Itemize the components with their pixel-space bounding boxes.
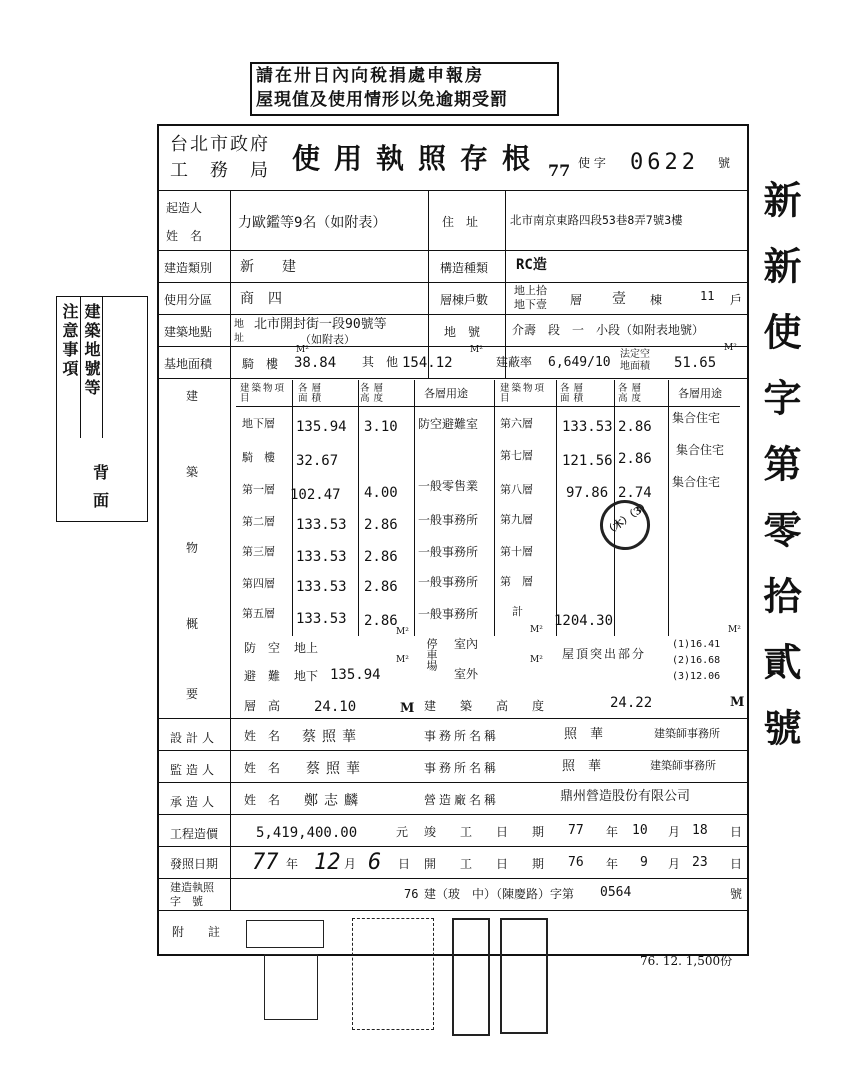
parking-unit-2: M² xyxy=(530,655,543,665)
completion-ri: 日 xyxy=(730,825,743,839)
circle-stamp-text: （木）（3） xyxy=(603,499,653,539)
roof-label: 屋頂突出部分 xyxy=(562,647,647,661)
floors-label: 層棟戶數 xyxy=(440,293,489,307)
building-height-unit: M xyxy=(730,695,745,710)
structure-value: RC造 xyxy=(516,257,547,273)
license-number: 0622 xyxy=(630,150,699,175)
agency-line2: 工 務 局 xyxy=(170,160,270,181)
contractor-name-label: 姓 名 xyxy=(244,793,281,807)
permit-label-top: 建造執照 xyxy=(170,881,214,894)
floor-name: 第四層 xyxy=(242,577,275,590)
builder-label-top: 起造人 xyxy=(166,201,203,215)
floor-use: 一般事務所 xyxy=(418,513,479,527)
lot-value: 介壽 段 一 小段（如附表地號） xyxy=(512,323,705,337)
floor-name: 第九層 xyxy=(500,513,533,526)
floor-name: 騎 樓 xyxy=(242,451,275,464)
floor-height: 2.86 xyxy=(618,419,652,435)
permit-year: 76 xyxy=(404,887,419,901)
seal-stamp-2 xyxy=(352,918,434,1030)
issue-day: 6 xyxy=(368,850,382,875)
floor-area: 135.94 xyxy=(296,419,347,435)
start-month: 9 xyxy=(640,855,648,870)
start-ri: 日 xyxy=(730,857,743,871)
coverage-value: 6,649/10 xyxy=(548,355,611,370)
floor-use: 一般零售業 xyxy=(418,479,479,493)
print-note: 76. 12. 1,500份 xyxy=(640,954,733,968)
floor-use: 一般事務所 xyxy=(418,575,479,589)
hu-count: 11 xyxy=(700,289,715,303)
other-value: 154.12 xyxy=(402,355,453,371)
hdr-height-left: 各層高度 xyxy=(360,383,388,404)
location-small2: 址 xyxy=(234,333,244,344)
zoning-label: 使用分區 xyxy=(164,293,213,307)
floor-height: 3.10 xyxy=(364,419,398,435)
builder-name: 力歐鑑等9名（如附表） xyxy=(238,215,387,231)
roof-value-1: (1)16.41 xyxy=(672,639,721,650)
side-char: 要 xyxy=(186,687,199,701)
building-type-label: 建造類別 xyxy=(164,261,213,275)
floor-area: 133.53 xyxy=(296,549,347,565)
floor-height: 2.86 xyxy=(618,451,652,467)
location-address: 北市開封街一段90號等 xyxy=(254,317,387,332)
start-year: 76 xyxy=(568,855,584,870)
floor-area: 32.67 xyxy=(296,453,339,469)
cost-unit: 元 xyxy=(396,825,409,839)
cost-label: 工程造價 xyxy=(170,827,219,841)
contractor-name: 鄭志麟 xyxy=(304,793,364,809)
floor-height-label: 層 高 xyxy=(244,699,281,713)
area-unit-2: M² xyxy=(470,345,483,355)
start-label: 開 工 日 期 xyxy=(424,857,551,871)
hu-label: 戶 xyxy=(730,293,743,307)
floor-use: 一般事務所 xyxy=(418,545,479,559)
parking-label: 停車場 xyxy=(425,638,438,671)
supervisor-name-label: 姓 名 xyxy=(244,761,281,775)
floor-use: 一般事務所 xyxy=(418,607,479,621)
side-char: 概 xyxy=(186,617,199,631)
issue-nian: 年 xyxy=(286,857,299,871)
building-type-value: 新 建 xyxy=(240,259,296,275)
roof-value-3: (3)12.06 xyxy=(672,671,721,682)
floor-name: 第六層 xyxy=(500,417,533,430)
permit-label-bottom: 字 號 xyxy=(170,895,203,908)
floor-height: 4.00 xyxy=(364,485,398,501)
arcade-value: 38.84 xyxy=(294,355,337,371)
completion-day: 18 xyxy=(692,823,708,838)
designer-office: 照 華 xyxy=(564,727,604,742)
floor-height: 2.86 xyxy=(364,579,398,595)
seal-stamp-5 xyxy=(264,954,318,1020)
floors-below-label: 地下壹 xyxy=(514,298,547,311)
hdr-area-left: 各層面積 xyxy=(298,383,326,404)
permit-number: 0564 xyxy=(600,885,632,900)
structure-label: 構造種類 xyxy=(440,261,489,275)
parking-outdoor: 室外 xyxy=(454,667,479,681)
area-unit-3: M² xyxy=(724,343,737,353)
start-yue: 月 xyxy=(668,857,681,871)
floor-name: 第七層 xyxy=(500,449,533,462)
floor-use: 集合住宅 xyxy=(672,411,721,425)
seal-stamp-4 xyxy=(500,918,548,1034)
shelter-below: 地下 xyxy=(294,669,319,683)
location-address-note: （如附表） xyxy=(300,333,355,346)
floor-area: 121.56 xyxy=(562,453,613,469)
floor-use: 集合住宅 xyxy=(672,475,721,489)
parking-unit-1: M² xyxy=(530,625,543,635)
roof-value-2: (2)16.68 xyxy=(672,655,721,666)
floor-use: 集合住宅 xyxy=(676,443,725,457)
builder-address: 北市南京東路四段53巷8弄7號3樓 xyxy=(510,213,683,227)
supervisor-office: 照 華 xyxy=(562,759,602,774)
designer-label: 設計人 xyxy=(170,731,219,745)
completion-label: 竣 工 日 期 xyxy=(424,825,551,839)
floor-height-unit: M xyxy=(400,701,415,716)
margin-handwriting: 新新使字第零拾貳號 xyxy=(757,180,801,774)
floor-name: 地下層 xyxy=(242,417,275,430)
contractor-firm: 鼎州營造股份有限公司 xyxy=(560,789,691,804)
designer-office-label: 事務所名稱 xyxy=(424,729,500,743)
remark-label: 附 註 xyxy=(172,925,227,939)
hdr-use-right: 各層用途 xyxy=(678,387,722,400)
supervisor-office-label: 事務所名稱 xyxy=(424,761,500,775)
designer-name: 蔡照華 xyxy=(302,729,362,745)
legal-value: 51.65 xyxy=(674,355,717,371)
issue-year: 77 xyxy=(252,850,279,875)
floor-area: 133.53 xyxy=(562,419,613,435)
dong-label: 棟 xyxy=(650,293,663,307)
location-small1: 地 xyxy=(234,319,244,330)
issue-label: 發照日期 xyxy=(170,857,219,871)
completion-nian: 年 xyxy=(606,825,619,839)
floor-height-value: 24.10 xyxy=(314,699,357,715)
arcade-label: 騎 樓 xyxy=(242,357,279,371)
floor-name: 第三層 xyxy=(242,545,275,558)
lot-label: 地 號 xyxy=(444,325,481,339)
floor-name: 第一層 xyxy=(242,483,275,496)
floors-above-label: 地上拾 xyxy=(514,284,547,297)
supervisor-label: 監造人 xyxy=(170,763,219,777)
floor-name: 第 層 xyxy=(500,575,533,588)
floor-height: 2.86 xyxy=(364,613,398,629)
top-notice-line1: 請在卅日內向稅捐處申報房 xyxy=(256,66,484,86)
seal-stamp-3 xyxy=(452,918,490,1036)
supervisor-office-suffix: 建築師事務所 xyxy=(650,759,716,772)
floor-height: 2.86 xyxy=(364,549,398,565)
start-day: 23 xyxy=(692,855,708,870)
floor-area: 102.47 xyxy=(290,487,341,503)
side-char: 築 xyxy=(186,465,199,479)
zoning-value: 商 四 xyxy=(240,291,282,307)
hdr-height-right: 各層高度 xyxy=(618,383,646,404)
issue-ri: 日 xyxy=(398,857,411,871)
page-title: 使用執照存根 xyxy=(292,142,545,175)
top-notice-line2: 屋現值及使用情形以免逾期受罰 xyxy=(256,90,508,110)
other-label: 其 他 xyxy=(362,355,399,369)
legal-label1: 法定空 xyxy=(620,349,650,360)
building-height-value: 24.22 xyxy=(610,695,653,711)
shelter-label-top: 防 空 xyxy=(244,641,281,655)
seal-stamp-1 xyxy=(246,920,324,948)
hdr-item-right: 建築物項目 xyxy=(500,383,547,404)
floor-height: 2.86 xyxy=(364,517,398,533)
side-note-back2: 面 xyxy=(93,491,110,510)
issue-yue: 月 xyxy=(344,857,357,871)
legal-label2: 地面積 xyxy=(620,361,650,372)
shelter-above: 地上 xyxy=(294,641,319,655)
builder-label-bottom: 姓 名 xyxy=(166,229,203,243)
building-height-label: 建 築 高 度 xyxy=(424,699,551,713)
completion-month: 10 xyxy=(632,823,648,838)
start-nian: 年 xyxy=(606,857,619,871)
shelter-unit-1: M² xyxy=(396,627,409,637)
coverage-label: 建蔽率 xyxy=(496,355,533,369)
shelter-label-bottom: 避 難 xyxy=(244,669,281,683)
floor-area: 133.53 xyxy=(296,611,347,627)
floor-area: 97.86 xyxy=(566,485,609,501)
side-char: 建 xyxy=(186,389,199,403)
side-char: 物 xyxy=(186,541,199,555)
floor-height: 2.74 xyxy=(618,485,652,501)
contractor-firm-label: 營造廠名稱 xyxy=(424,793,500,807)
shelter-unit-2: M² xyxy=(396,655,409,665)
floors-ceng: 層 xyxy=(570,293,583,307)
license-year: 77 xyxy=(548,161,571,180)
floor-name: 第八層 xyxy=(500,483,533,496)
license-suffix: 號 xyxy=(718,156,731,170)
floor-area: 133.53 xyxy=(296,517,347,533)
hdr-use-left: 各層用途 xyxy=(424,387,468,400)
location-label: 建築地點 xyxy=(164,325,213,339)
hdr-area-right: 各層面積 xyxy=(560,383,588,404)
floor-name: 第二層 xyxy=(242,515,275,528)
completion-yue: 月 xyxy=(668,825,681,839)
hdr-item-left: 建築物項目 xyxy=(240,383,287,404)
contractor-label: 承造人 xyxy=(170,795,219,809)
side-note-col2: 建築地號等 xyxy=(82,303,101,398)
completion-year: 77 xyxy=(568,823,584,838)
floor-name: 計 xyxy=(512,605,523,618)
issue-month: 12 xyxy=(314,850,341,875)
floor-use: 防空避難室 xyxy=(418,417,479,431)
top-notice-stamp xyxy=(250,62,559,116)
cost-value: 5,419,400.00 xyxy=(256,825,358,841)
supervisor-name: 蔡照華 xyxy=(306,761,366,777)
license-prefix: 使 字 xyxy=(578,156,606,170)
floor-name: 第十層 xyxy=(500,545,533,558)
side-note-col1: 注意事項 xyxy=(60,303,79,379)
shelter-below-value: 135.94 xyxy=(330,667,381,683)
roof-unit: M² xyxy=(728,625,741,635)
designer-office-suffix: 建築師事務所 xyxy=(654,727,720,740)
designer-name-label: 姓 名 xyxy=(244,729,281,743)
agency-line1: 台北市政府 xyxy=(170,134,270,155)
site-area-label: 基地面積 xyxy=(164,357,213,371)
permit-suffix: 號 xyxy=(730,887,743,901)
side-note-back1: 背 xyxy=(93,463,110,482)
parking-indoor: 室內 xyxy=(454,637,479,651)
floor-area: 1204.30 xyxy=(554,613,614,629)
area-unit-1: M² xyxy=(296,345,309,355)
builder-address-label: 住 址 xyxy=(442,215,479,229)
floor-name: 第五層 xyxy=(242,607,275,620)
dong-count: 壹 xyxy=(612,291,626,307)
floor-area: 133.53 xyxy=(296,579,347,595)
permit-text: 建（玻 中）（陳慶路）字第 xyxy=(424,887,575,901)
